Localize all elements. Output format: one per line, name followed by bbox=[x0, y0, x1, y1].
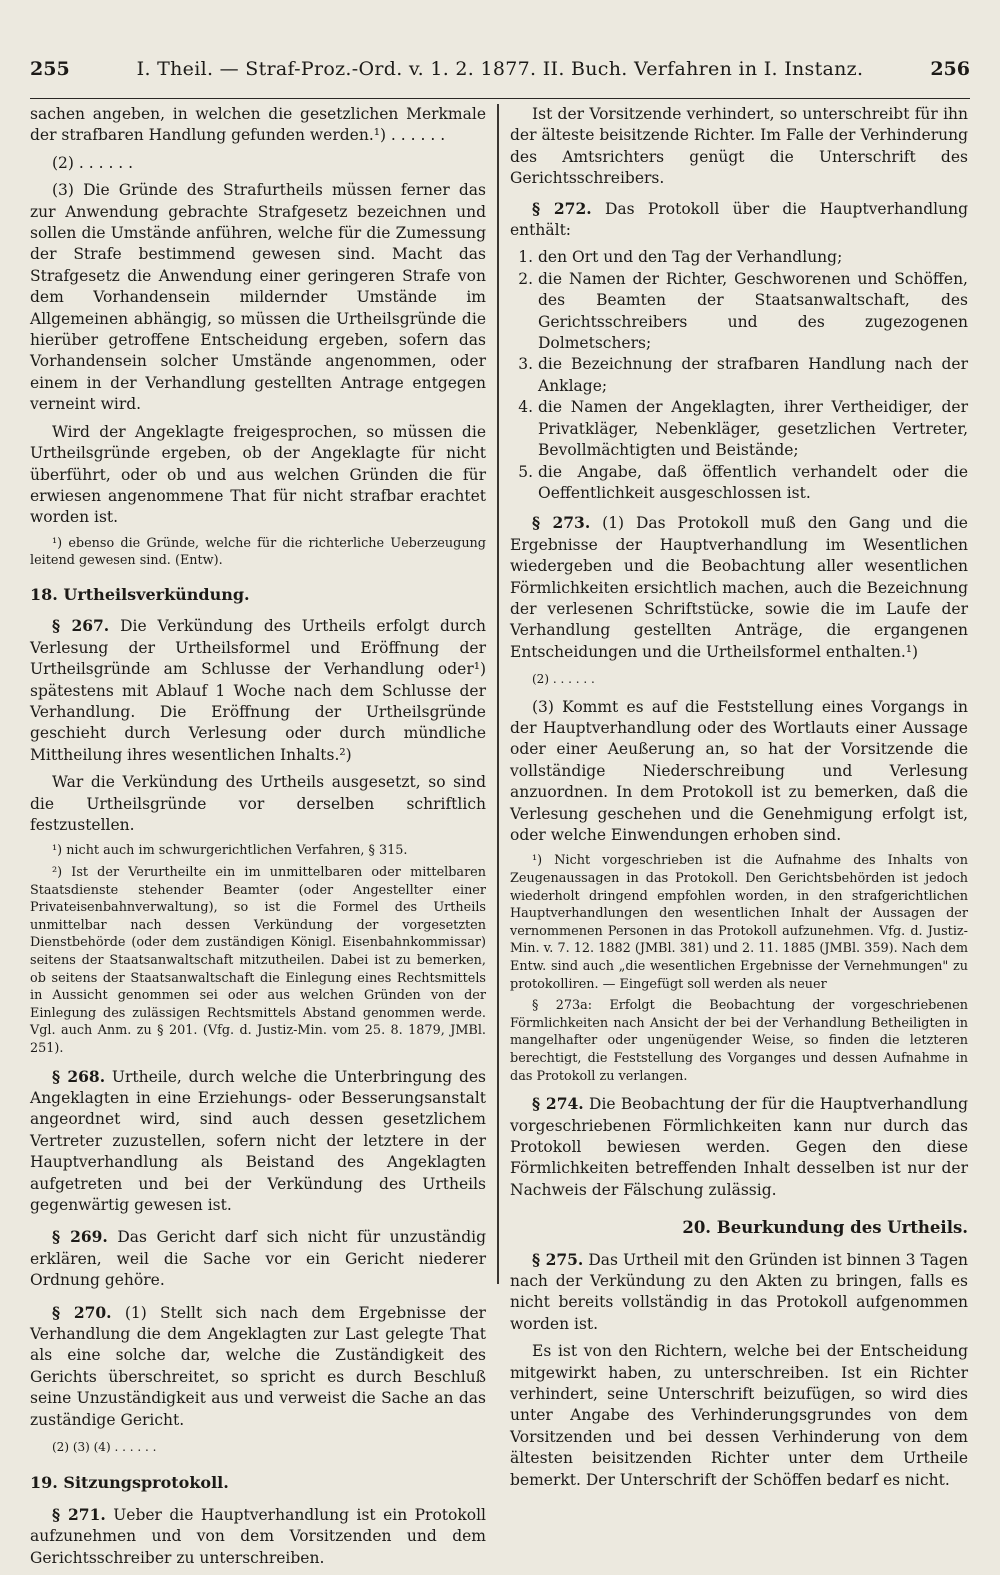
footnote: ²) Ist der Verurtheilte ein im unmittelbaren oder mittelbaren Staatsdienste stehender Beamter (oder Angestellter einer Privateisenbahnverwaltung), so ist die Formel des Urtheils unmittelbar nach dessen Verkündung der vorgesetzten Dienstbehörde (oder dem zuständigen Königl. Eisenbahnkommissar) seitens der Staatsanwaltschaft mitzutheilen. Dabei ist zu bemerken, ob seitens der Staatsanwaltschaft die Einlegung eines Rechtsmittels in Aussicht genommen sei oder aus welchen Gründen von der Einlegung des zulässigen Rechtsmittels Abstand genommen werde. Vgl. auch Anm. zu § 201. (Vfg. d. Justiz-Min. vom 25. 8. 1879, JMBl. 251). bbox=[30, 864, 486, 1056]
section-number: § 271. bbox=[52, 1504, 106, 1524]
section-267 bbox=[30, 615, 486, 766]
section-text: Die Verkündung des Urtheils erfolgt durch Verlesung der Urtheilsformel und Eröffnung der Urtheilsgründe am Schlusse der Verhandlung oder¹) spätestens mit Ablauf 1 Woche nach dem Schlusse der Verhandlung. Die Eröffnung der Urtheilsgründe geschieht durch Verlesung oder durch mündliche Mittheilung ihres wesentlichen Inhalts.²) bbox=[30, 617, 486, 764]
section-268 bbox=[30, 1066, 486, 1217]
footnote: ¹) nicht auch im schwurgerichtlichen Verfahren, § 315. bbox=[52, 843, 408, 859]
list-item: 1. den Ort und den Tag der Verhandlung; bbox=[538, 247, 968, 268]
paragraph: War die Verkündung des Urtheils ausgesetzt, so sind die Urtheilsgründe vor derselben schriftlich festzustellen. bbox=[30, 773, 486, 834]
footnote: ¹) ebenso die Gründe, welche für die richterliche Ueberzeugung leitend gewesen sind. (Entw). bbox=[30, 535, 486, 569]
list-item: 5. die Angabe, daß öffentlich verhandelt oder die Oeffentlichkeit ausgeschlossen ist. bbox=[538, 462, 968, 505]
paragraph: (3) Die Gründe des Strafurtheils müssen ferner das zur Anwendung gebrachte Strafgesetz bezeichnen und sollen die Umstände anführen, welche für die Zumessung der Strafe bestimmend gewesen sind. Macht das Strafgesetz die Anwendung einer geringeren Strafe von dem Vorhandensein mildernder Umstände im Allgemeinen abhängig, so müssen die Urtheilsgründe die hierüber getroffene Entscheidung ergeben, sofern das Vorhandensein solcher Umstände angenommen, oder einem in der Verhandlung gestellten Antrage entgegen verneint wird. bbox=[30, 181, 486, 414]
section-number: § 272. bbox=[532, 198, 592, 218]
page-number-right: 256 bbox=[930, 58, 970, 80]
left-column bbox=[30, 104, 486, 1575]
section-number: § 273. bbox=[532, 513, 591, 533]
paragraph: (2) . . . . . . bbox=[532, 672, 595, 687]
paragraph: Es ist von den Richtern, welche bei der Entscheidung mitgewirkt haben, zu unterschreiben. Ist ein Richter verhindert, seine Unterschrift beizufügen, so wird dies unter Angabe des Verhinderungsgrundes von dem Vorsitzenden und bei dessen Verhinderung von dem ältesten beisitzenden Richter unter dem Urtheile bemerkt. Der Unterschrift der Schöffen bedarf es nicht. bbox=[510, 1342, 968, 1489]
section-273 bbox=[510, 512, 968, 663]
section-number: § 275. bbox=[532, 1249, 584, 1269]
section-270 bbox=[30, 1302, 486, 1431]
footnote: ¹) Nicht vorgeschrieben ist die Aufnahme des Inhalts von Zeugenaussagen in das Protokoll. Den Gerichtsbehörden ist jedoch wiederholt dringend empfohlen worden, in den strafgerichtlichen Hauptverhandlungen den wesentlichen Inhalt der Aussagen der vernommenen Personen in das Protokoll aufzunehmen. Vfg. d. Justiz-Min. v. 7. 12. 1882 (JMBl. 381) und 2. 11. 1885 (JMBl. 359). Nach dem Entw. sind auch „die wesentlichen Ergebnisse der Vernehmungen" zu protokolliren. — Eingefügt soll werden als neuer bbox=[510, 853, 968, 992]
section-text: (1) Stellt sich nach dem Ergebnisse der Verhandlung die dem Angeklagten zur Last gelegte That als eine solche dar, welche die Zuständigkeit des Gerichts überschreitet, so spricht es durch Beschluß seine Unzuständigkeit aus und verweist die Sache an das zuständige Gericht. bbox=[30, 1303, 486, 1429]
section-text: Das Gericht darf sich nicht für unzuständig erklären, weil die Sache vor ein Gericht niederer Ordnung gehöre. bbox=[30, 1228, 486, 1290]
section-272 bbox=[510, 198, 968, 242]
section-text: Das Urtheil mit den Gründen ist binnen 3 Tagen nach der Verkündung zu den Akten zu bringen, falls es nicht bereits vollständig in das Protokoll aufgenommen worden ist. bbox=[510, 1250, 968, 1333]
section-heading-18: 18. Urtheilsverkündung. bbox=[30, 584, 250, 604]
section-274 bbox=[510, 1093, 968, 1201]
section-269 bbox=[30, 1226, 486, 1291]
page-number-left: 255 bbox=[30, 58, 70, 80]
list-item: 2. die Namen der Richter, Geschworenen und Schöffen, des Beamten der Staatsanwaltschaft, des Gerichtsschreibers und des zugezogenen Dolmetschers; bbox=[538, 269, 968, 355]
paragraph: (2) (3) (4) . . . . . . bbox=[52, 1440, 157, 1454]
paragraph: Wird der Angeklagte freigesprochen, so müssen die Urtheilsgründe ergeben, ob der Angeklagte für nicht überführt, oder ob und aus welchen Gründen die für erwiesen angenommene That für nicht strafbar erachtet worden ist. bbox=[30, 422, 486, 527]
section-text: Das Protokoll über die Hauptverhandlung enthält: bbox=[510, 199, 968, 240]
paragraph: (3) Kommt es auf die Feststellung eines Vorgangs in der Hauptverhandlung oder des Wortlauts einer Aussage oder einer Aeußerung an, so hat der Vorsitzende die vollständige Niederschreibung und Verlesung anzuordnen. In dem Protokoll ist zu bemerken, daß die Verlesung geschehen und die Genehmigung erfolgt ist, oder welche Einwendungen erhoben sind. bbox=[510, 697, 968, 844]
section-text: Ueber die Hauptverhandlung ist ein Protokoll aufzunehmen und von dem Vorsitzenden und dem Gerichtsschreiber zu unterschreiben. bbox=[30, 1505, 486, 1567]
section-number: § 268. bbox=[52, 1066, 106, 1086]
footnote-273a: § 273a: Erfolgt die Beobachtung der vorgeschriebenen Förmlichkeiten nach Ansicht der bei der Verhandlung Betheiligten in mangelhafter oder ungenügender Weise, so finden die letzteren berechtigt, die Feststellung des Vorganges und dessen Aufnahme in das Protokoll zu verlangen. bbox=[510, 998, 968, 1084]
list-272 bbox=[510, 247, 968, 504]
page-header bbox=[30, 58, 970, 99]
section-heading-19: 19. Sitzungsprotokoll. bbox=[30, 1473, 229, 1493]
right-column bbox=[510, 104, 968, 1497]
running-title: I. Theil. — Straf-Proz.-Ord. v. 1. 2. 1877. II. Buch. Verfahren in I. Instanz. bbox=[136, 58, 864, 80]
section-number: § 267. bbox=[52, 616, 110, 636]
section-text: (1) Das Protokoll muß den Gang und die Ergebnisse der Hauptverhandlung im Wesentlichen wiedergeben und die Beobachtung aller wesentlichen Förmlichkeiten ersichtlich machen, auch die Bezeichnung der verlesenen Schriftstücke, sowie die im Laufe der Verhandlung gestellten Anträge, die ergangenen Entscheidungen und die Urtheilsformel enthalten.¹) bbox=[510, 514, 968, 661]
paragraph: sachen angeben, in welchen die gesetzlichen Merkmale der strafbaren Handlung gefunden werden.¹) . . . . . . bbox=[30, 105, 486, 145]
section-text: Die Beobachtung der für die Hauptverhandlung vorgeschriebenen Förmlichkeiten kann nur durch das Protokoll bewiesen werden. Gegen den diese Förmlichkeiten betreffenden Inhalt desselben ist nur der Nachweis der Fälschung zulässig. bbox=[510, 1095, 968, 1199]
section-number: § 270. bbox=[52, 1302, 112, 1322]
list-item: 4. die Namen der Angeklagten, ihrer Vertheidiger, der Privatkläger, Nebenkläger, gesetzlichen Vertreter, Bevollmächtigten und Beistände; bbox=[538, 397, 968, 461]
section-271 bbox=[30, 1504, 486, 1569]
section-heading-20: 20. Beurkundung des Urtheils. bbox=[682, 1218, 968, 1238]
section-text: Urtheile, durch welche die Unterbringung des Angeklagten in eine Erziehungs- oder Besserungsanstalt angeordnet wird, sind auch dessen gesetzlichem Vertreter zuzustellen, sofern nicht der letztere in der Hauptverhandlung als Beistand des Angeklagten aufgetreten und bei der Verkündung des Urtheils gegenwärtig gewesen ist. bbox=[30, 1067, 486, 1214]
section-number: § 274. bbox=[532, 1094, 584, 1114]
section-number: § 269. bbox=[52, 1227, 108, 1247]
paragraph: (2) . . . . . . bbox=[52, 153, 134, 172]
column-divider bbox=[497, 104, 499, 1284]
paragraph: Ist der Vorsitzende verhindert, so unterschreibt für ihn der älteste beisitzende Richter. Im Falle der Verhinderung des Amtsrichters genügt die Unterschrift des Gerichtsschreibers. bbox=[510, 105, 968, 188]
section-275 bbox=[510, 1249, 968, 1336]
list-item: 3. die Bezeichnung der strafbaren Handlung nach der Anklage; bbox=[538, 354, 968, 397]
